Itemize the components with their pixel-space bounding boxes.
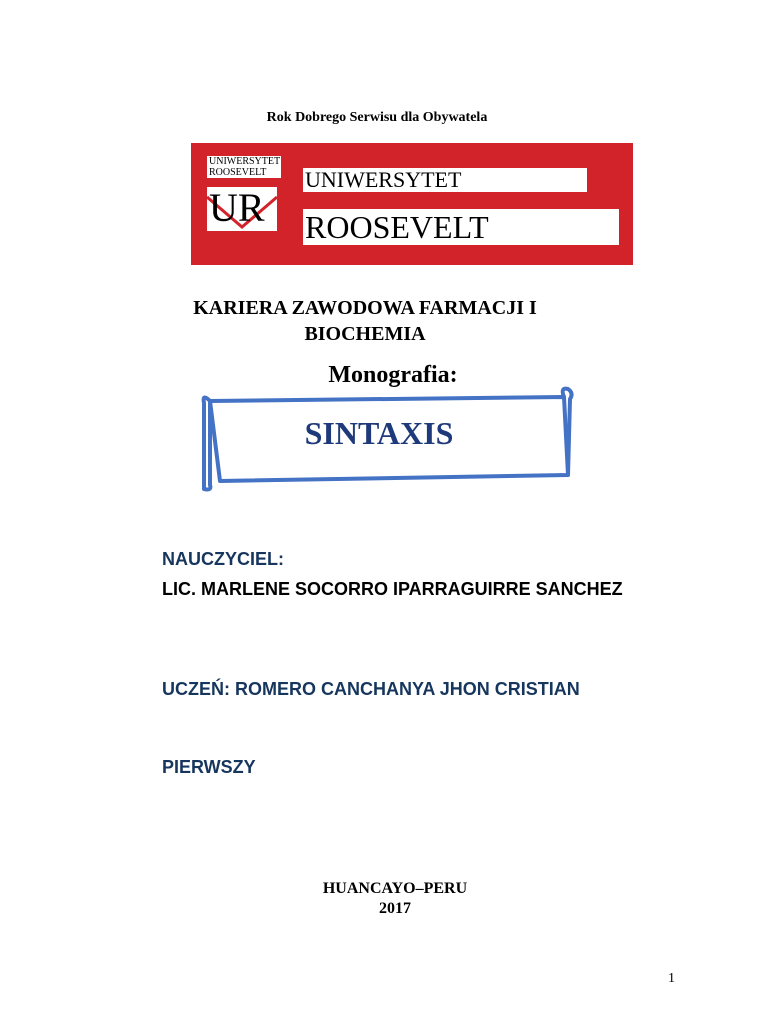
student-name: ROMERO CANCHANYA JHON CRISTIAN bbox=[235, 679, 580, 699]
footer-location bbox=[0, 879, 768, 919]
teacher-label: NAUCZYCIEL: bbox=[162, 549, 284, 569]
logo-initials: UR bbox=[209, 187, 265, 230]
page-number: 1 bbox=[668, 971, 675, 986]
career-title-line1: KARIERA ZAWODOWA FARMACJI I bbox=[193, 297, 537, 319]
career-title bbox=[150, 295, 580, 347]
header-motto: Rok Dobrego Serwisu dla Obywatela bbox=[266, 110, 488, 125]
university-banner bbox=[191, 143, 633, 265]
university-name-line1: UNIWERSYTET bbox=[303, 168, 587, 192]
teacher-name: LIC. MARLENE SOCORRO IPARRAGUIRRE SANCHEZ bbox=[162, 579, 623, 599]
student-label: UCZEŃ: bbox=[162, 679, 230, 699]
footer-city: HUANCAYO–PERU bbox=[322, 880, 468, 897]
year-label: PIERWSZY bbox=[162, 757, 256, 777]
logo-small-line1: UNIWERSYTET bbox=[209, 156, 281, 167]
student-line bbox=[162, 679, 580, 700]
monograph-label: Monografia: bbox=[328, 362, 458, 388]
university-name-line2: ROOSEVELT bbox=[303, 209, 619, 245]
footer-year: 2017 bbox=[379, 900, 411, 917]
logo-small-line2: ROOSEVELT bbox=[207, 167, 281, 178]
monograph-title: SINTAXIS bbox=[304, 415, 454, 451]
career-title-line2: BIOCHEMIA bbox=[304, 323, 426, 345]
university-logo bbox=[207, 187, 277, 231]
